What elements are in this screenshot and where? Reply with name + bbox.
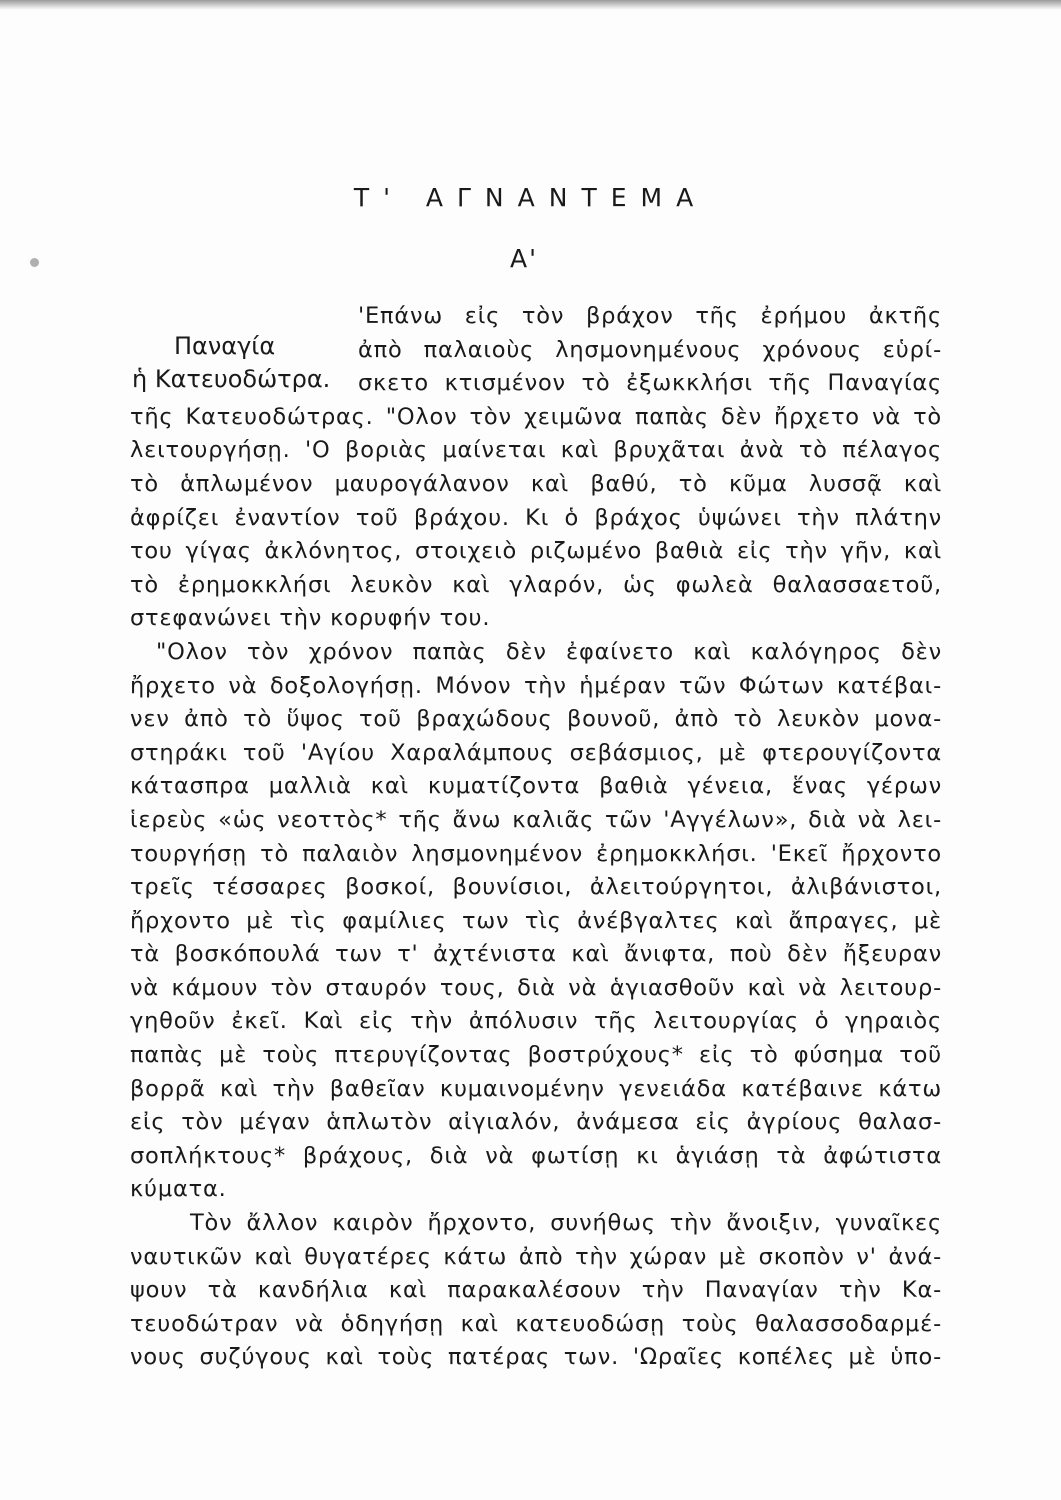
text-line: ἀπὸ παλαιοὺς λησμονημένους χρόνους εὑρί- <box>358 336 942 363</box>
text-line: νεν ἀπὸ τὸ ὕψος τοῦ βραχώδους βουνοῦ, ἀπὸ τὸ λευκὸν μονα- <box>130 706 942 733</box>
text-line: τὸ ἐρημοκκλήσι λευκὸν καὶ γλαρόν, ὡς φωλεὰ θαλασσαετοῦ, <box>130 571 942 598</box>
text-line: "Ολον τὸν χρόνον παπὰς δὲν ἐφαίνετο καὶ καλόγηρος δὲν <box>156 638 942 665</box>
text-line: ναυτικῶν καὶ θυγατέρες κάτω ἀπὸ τὴν χώραν μὲ σκοπὸν ν' ἀνά- <box>130 1243 942 1270</box>
chapter-title: Τ' ΑΓΝΑΝΤΕΜΑ <box>353 183 708 212</box>
marginal-note-line-2: ἡ Κατευοδώτρα. <box>132 365 331 393</box>
text-line: σκετο κτισμένον τὸ ἐξωκκλήσι τῆς Παναγίας <box>358 370 942 397</box>
text-line: τουργήσῃ τὸ παλαιὸν λησμονημένον ἐρημοκκλήσι. 'Εκεῖ ἤρχοντο <box>130 840 942 867</box>
text-line: ἱερεὺς «ὡς νεοττὸς* τῆς ἄνω καλιᾶς τῶν 'Αγγέλων», διὰ νὰ λει- <box>130 806 942 833</box>
text-line: ἀφρίζει ἐναντίον τοῦ βράχου. Κι ὁ βράχος ὑψώνει τὴν πλάτην <box>130 504 942 531</box>
text-line: γηθοῦν ἐκεῖ. Καὶ εἰς τὴν ἀπόλυσιν τῆς λειτουργίας ὁ γηραιὸς <box>130 1008 942 1035</box>
margin-dot <box>30 258 39 267</box>
text-line: Τὸν ἄλλον καιρὸν ἤρχοντο, συνήθως τὴν ἄνοιξιν, γυναῖκες <box>190 1210 942 1237</box>
text-line: τὸ ἁπλωμένον μαυρογάλανον καὶ βαθύ, τὸ κῦμα λυσσᾷ καὶ <box>130 470 942 497</box>
text-line: βορρᾶ καὶ τὴν βαθεῖαν κυμαινομένην γενειάδα κατέβαινε κάτω <box>130 1075 942 1102</box>
text-line: λειτουργήσῃ. 'Ο βοριὰς μαίνεται καὶ βρυχᾶται ἀνὰ τὸ πέλαγος <box>130 437 942 464</box>
section-number: Α' <box>510 244 538 273</box>
text-line: 'Επάνω εἰς τὸν βράχον τῆς ἐρήμου ἀκτῆς <box>358 303 942 329</box>
text-line: νὰ κάμουν τὸν σταυρόν τους, διὰ νὰ ἁγιασθοῦν καὶ νὰ λειτουρ- <box>130 974 942 1001</box>
text-line: εἰς τὸν μέγαν ἁπλωτὸν αἰγιαλόν, ἀνάμεσα εἰς ἀγρίους θαλασ- <box>130 1109 942 1136</box>
text-line: σοπλήκτους* βράχους, διὰ νὰ φωτίσῃ κι ἁγιάσῃ τὰ ἀφώτιστα <box>130 1142 942 1169</box>
page-top-edge <box>0 0 1061 10</box>
text-line: κάτασπρα μαλλιὰ καὶ κυματίζοντα βαθιὰ γένεια, ἕνας γέρων <box>130 773 942 800</box>
text-line: ψουν τὰ κανδήλια καὶ παρακαλέσουν τὴν Παναγίαν τὴν Κα- <box>130 1277 942 1304</box>
marginal-note-line-1: Παναγία <box>174 332 276 360</box>
text-line: ἤρχετο νὰ δοξολογήσῃ. Μόνον τὴν ἡμέραν τῶν Φώτων κατέβαι- <box>130 672 942 699</box>
text-line: στηράκι τοῦ 'Αγίου Χαραλάμπους σεβάσμιος, μὲ φτερουγίζοντα <box>130 739 942 766</box>
text-line: παπὰς μὲ τοὺς πτερυγίζοντας βοστρύχους* εἰς τὸ φύσημα τοῦ <box>130 1042 942 1069</box>
text-line: τρεῖς τέσσαρες βοσκοί, βουνίσιοι, ἀλειτούργητοι, ἀλιβάνιστοι, <box>130 874 942 901</box>
text-line: του γίγας ἀκλόνητος, στοιχειὸ ριζωμένο βαθιὰ εἰς τὴν γῆν, καὶ <box>130 538 942 565</box>
body-text <box>130 300 942 1375</box>
text-line: τὰ βοσκόπουλά των τ' ἀχτένιστα καὶ ἄνιφτα, ποὺ δὲν ἤξευραν <box>130 941 942 968</box>
text-line: τῆς Κατευοδώτρας. "Ολον τὸν χειμῶνα παπὰς δὲν ἤρχετο νὰ τὸ <box>130 403 942 430</box>
text-line: ἤρχοντο μὲ τὶς φαμίλιες των τὶς ἀνέβγαλτες καὶ ἄπραγες, μὲ <box>130 907 942 934</box>
text-line: νους συζύγους καὶ τοὺς πατέρας των. 'Ωραῖες κοπέλες μὲ ὑπο- <box>130 1344 942 1371</box>
text-line: τευοδώτραν νὰ ὁδηγήσῃ καὶ κατευοδώσῃ τοὺς θαλασσοδαρμέ- <box>130 1310 942 1337</box>
text-line: κύματα. <box>130 1176 227 1203</box>
text-line: στεφανώνει τὴν κορυφήν του. <box>130 605 491 632</box>
